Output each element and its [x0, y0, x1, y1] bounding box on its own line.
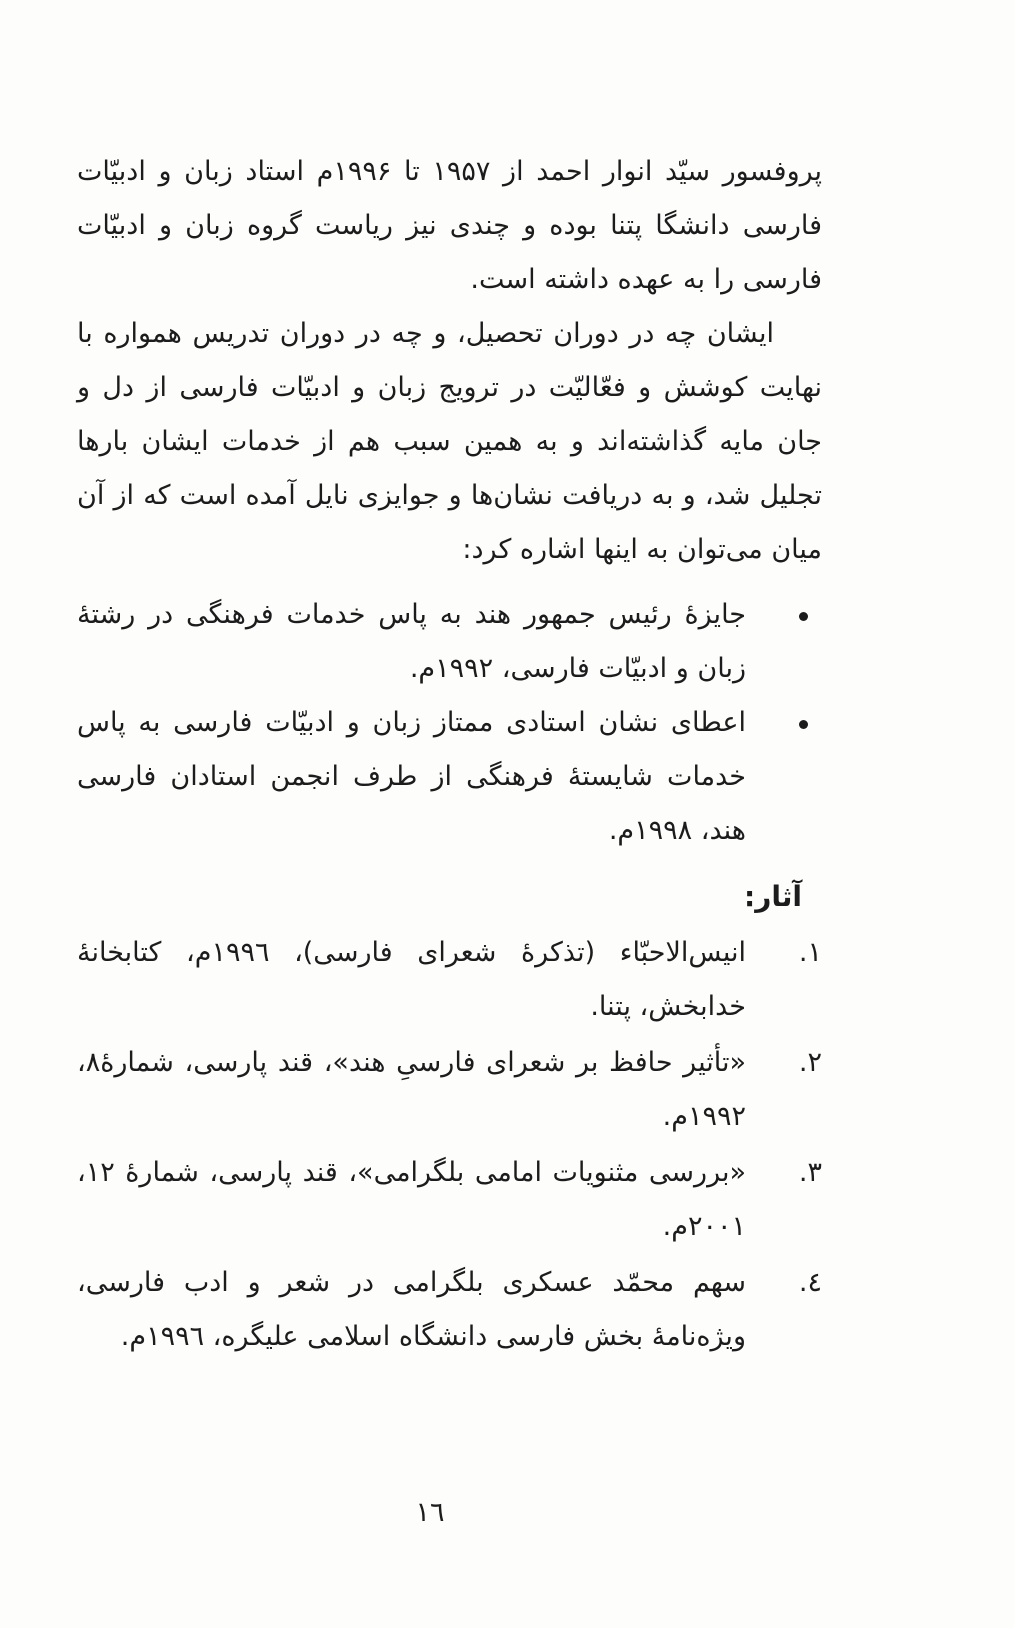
honor-text: اعطای نشان استادی ممتاز زبان و ادبیّات فارسی به پاس خدمات شایستهٔ فرهنگی از طرف انجمن استادان فارسی هند، ۱۹۹۸م. — [77, 707, 746, 846]
work-number: ۳. — [798, 1157, 822, 1188]
bullet-icon — [799, 612, 808, 621]
honors-list — [77, 588, 822, 858]
work-number: ۲. — [798, 1047, 822, 1078]
page-number: ١٦ — [415, 1497, 445, 1528]
works-list — [77, 926, 822, 1366]
list-item — [77, 696, 822, 858]
list-item — [77, 926, 822, 1034]
list-item — [77, 588, 822, 696]
honor-text: جایزهٔ رئیس جمهور هند به پاس خدمات فرهنگی در رشتهٔ زبان و ادبیّات فارسی، ۱۹۹۲م. — [77, 599, 746, 684]
list-item — [77, 1256, 822, 1364]
list-item — [77, 1036, 822, 1144]
work-number: ۱. — [798, 937, 822, 968]
works-heading: آثار: — [744, 880, 802, 913]
list-item — [77, 1146, 822, 1254]
work-text: «بررسی مثنویات امامی بلگرامی»، قند پارسی، شمارهٔ ۱۲، ۲۰۰۱م. — [77, 1157, 746, 1242]
biography-paragraph-1: پروفسور سیّد انوار احمد از ۱۹۵۷ تا ۱۹۹۶م استاد زبان و ادبیّات فارسی دانشگا پتنا بوده و چندی نیز ریاست گروه زبان و ادبیّات فارسی را به عهده داشته است. — [77, 156, 823, 295]
bullet-icon — [799, 720, 808, 729]
biography-paragraph-2: ایشان چه در دوران تحصیل، و چه در دوران تدریس همواره با نهایت کوشش و فعّالیّت در ترویج زبان و ادبیّات فارسی از دل و جان مایه گذاشته‌اند و به همین سبب هم از خدمات ایشان بارها تجلیل شد، و به دریافت نشان‌ها و جوایزی نایل آمده است که از آن میان می‌توان به اینها اشاره کرد: — [77, 318, 822, 565]
work-text: سهم محمّد عسکری بلگرامی در شعر و ادب فارسی، ویژه‌نامهٔ بخش فارسی دانشگاه اسلامی علیگره، ۱۹۹٦م. — [77, 1267, 746, 1352]
work-text: «تأثیر حافظ بر شعرای فارسیِ هند»، قند پارسی، شمارهٔ۸، ۱۹۹۲م. — [77, 1047, 746, 1132]
biography-section — [77, 145, 822, 577]
work-text: انیس‌الاحبّاء (تذکرهٔ شعرای فارسی)، ۱۹۹٦م، کتابخانهٔ خدابخش، پتنا. — [77, 937, 746, 1022]
work-number: ٤. — [798, 1267, 822, 1298]
